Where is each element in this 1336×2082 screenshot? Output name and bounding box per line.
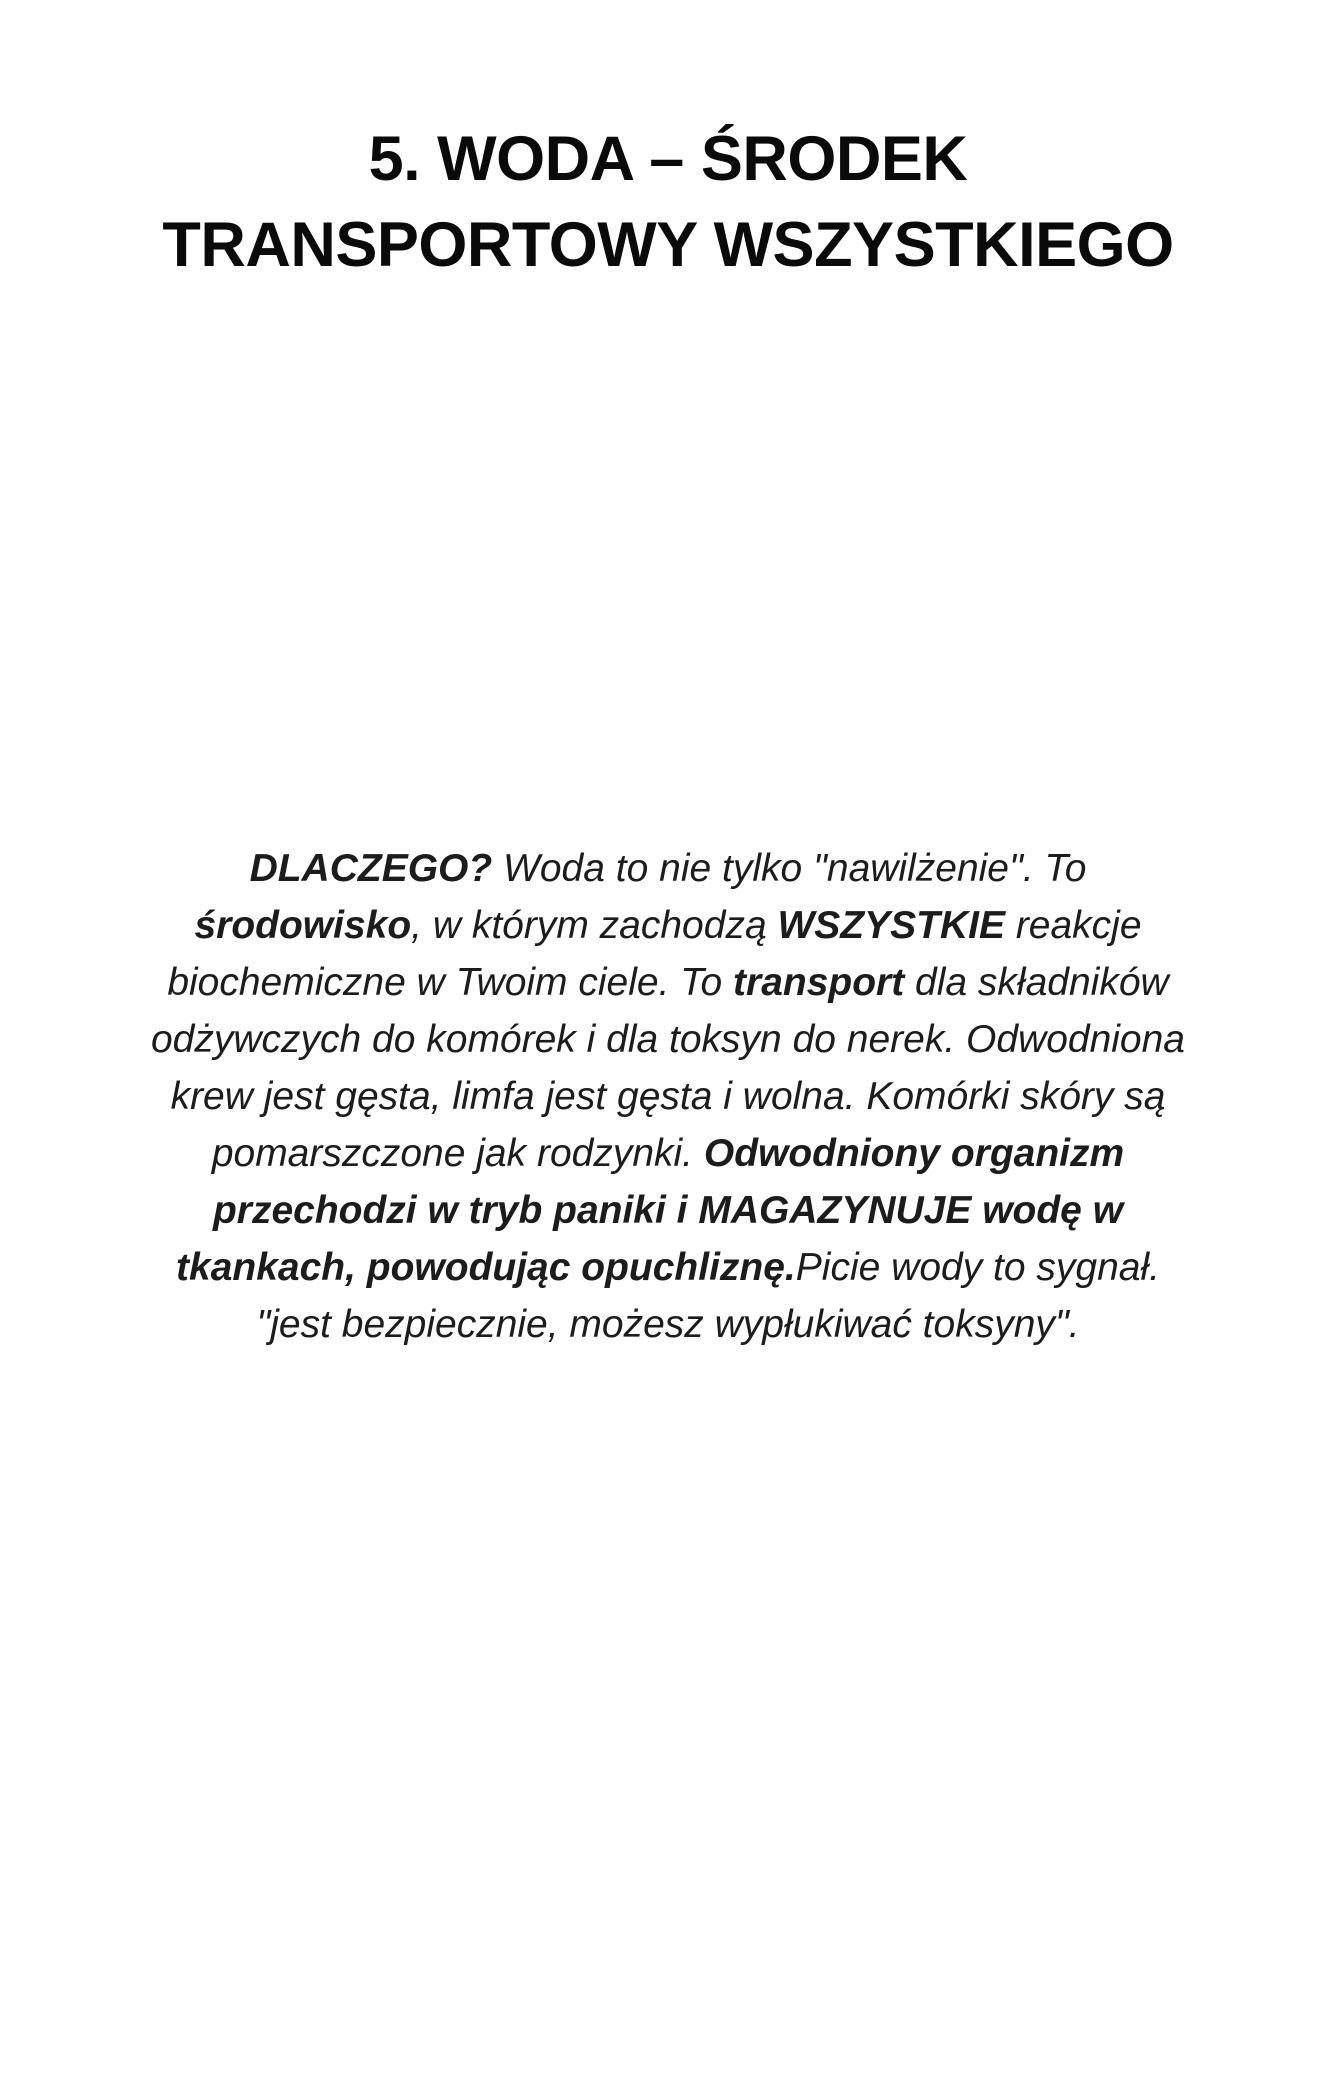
page-title: 5. WODA – ŚRODEK TRANSPORTOWY WSZYSTKIEGO: [162, 124, 1174, 280]
text-run-regular: Woda to nie tylko "nawilżenie". To: [492, 847, 1087, 890]
text-run-regular: reakcje biochemiczne w Twoim ciele. To: [167, 904, 1142, 1004]
text-run-bold: DLACZEGO?: [249, 847, 493, 890]
body-paragraph: [146, 840, 1191, 1353]
text-run-regular: Picie wody to sygnał. "jest bezpiecznie, możesz wypłukiwać toksyny".: [256, 1246, 1160, 1346]
text-run-bold: WSZYSTKIE: [777, 904, 1005, 947]
text-run-bold: Odwodniony organizm przechodzi w tryb paniki i MAGAZYNUJE wodę w tkankach, powodując opuchliznę.: [176, 1132, 1125, 1289]
text-run-bold: transport: [733, 961, 905, 1004]
text-run-regular: dla składników odżywczych do komórek i dla toksyn do nerek. Odwodniona krew jest gęsta, limfa jest gęsta i wolna. Komórki skóry są pomarszczone jak rodzynki.: [150, 961, 1186, 1175]
text-run-bold: środowisko: [194, 904, 412, 947]
text-run-regular: , w którym zachodzą: [411, 904, 778, 947]
